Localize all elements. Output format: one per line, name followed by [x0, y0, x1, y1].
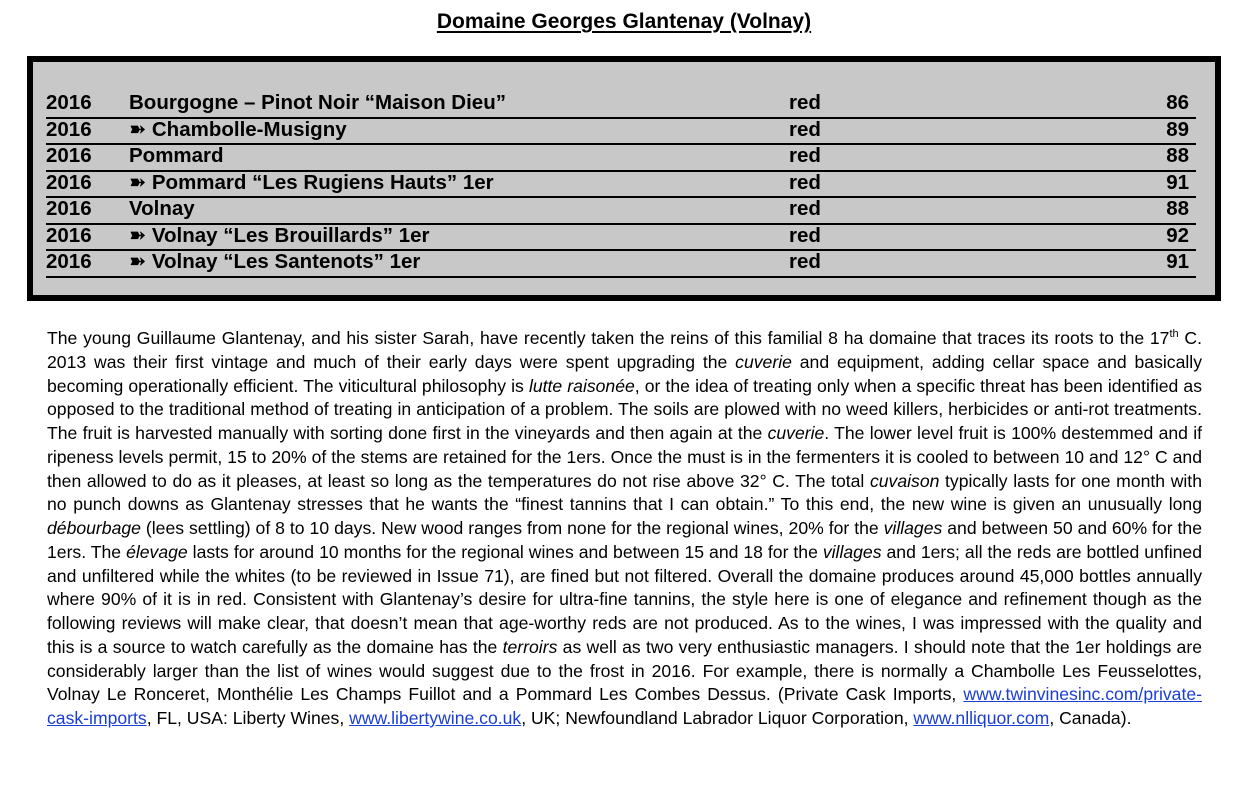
wine-row — [46, 117, 1196, 146]
libertywine-link[interactable]: www.libertywine.co.uk — [349, 708, 522, 728]
text-run: as well as two very enthusiastic managers. I should note that the 1er holdings are considerably larger than the list of wines would suggest due to the frost in 2016. For example, there is normally a Chambolle Les Feusselottes, Volnay Le Ronceret, Monthélie Les Champs Fuillot and a Pommard Les Combes Dessus. (Private Cask Imports, — [47, 636, 1202, 705]
wine-name: Pommard — [129, 144, 224, 167]
twinvines-link[interactable]: www.twinvinesinc.com/private-cask-imports — [47, 684, 1202, 728]
wine-color: red — [789, 170, 821, 194]
emphasis: terroirs — [502, 636, 558, 657]
text-run: . The lower level fruit is 100% destemmed and if ripeness levels permit, 15 to 20% of the stems are retained for the 1ers. Once the must is in the fermenters it is cooled to between 10 and 12° C and then allowed to do as it pleases, at least so long as the temperatures do not rise above 32° C. The total — [47, 423, 1203, 491]
wine-name: ➽ Pommard “Les Rugiens Hauts” 1er — [129, 170, 494, 194]
text-run: , FL, USA: Liberty Wines, — [146, 708, 350, 728]
wine-score: 88 — [1166, 144, 1189, 167]
wine-color: red — [789, 197, 821, 220]
wine-vintage: 2016 — [46, 91, 92, 114]
text-run: , Canada). — [1049, 708, 1132, 728]
wine-score: 91 — [1166, 170, 1189, 194]
wine-color: red — [789, 250, 821, 273]
wine-row — [46, 143, 1196, 172]
emphasis: cuvaison — [869, 470, 940, 491]
wine-vintage: 2016 — [46, 197, 92, 220]
emphasis: cuverie — [767, 423, 825, 443]
wine-name: Volnay — [129, 197, 195, 220]
wine-list-box — [27, 56, 1221, 301]
text-run: and 1ers; all the reds are bottled unfined and unfiltered while the whites (to be reviewed in Issue 71), are fined but not filtered. Overall the domaine produces around 45,000 bottles annually where 90% of it is in red. Consistent with Glantenay’s desire for ultra-fine tannins, the style here is one of elegance and refinement though as the following reviews will make clear, that doesn’t mean that age-worthy reds are not produced. As to the wines, I was impressed with the quality and this is a source to watch carefully as the domaine has the — [47, 541, 1203, 657]
emphasis: cuverie — [735, 351, 792, 372]
wine-score: 86 — [1166, 91, 1189, 114]
wine-color: red — [789, 223, 821, 247]
text-run: (lees settling) of 8 to 10 days. New wood ranges from none for the regional wines, 20% for the — [140, 518, 884, 538]
nlliquor-link[interactable]: www.nlliquor.com — [913, 708, 1050, 728]
wine-name: Bourgogne – Pinot Noir “Maison Dieu” — [129, 91, 506, 114]
wine-vintage: 2016 — [46, 223, 92, 247]
text-run: and between 50 and 60% for the 1ers. The — [47, 518, 1202, 562]
wine-score: 92 — [1166, 223, 1189, 247]
wine-name: ➽ Volnay “Les Brouillards” 1er — [129, 223, 430, 247]
wine-color: red — [789, 91, 821, 114]
superscript: th — [1169, 328, 1179, 341]
text-run: C. 2013 was their first vintage and much of their early days were spent upgrading the — [47, 328, 1203, 372]
domaine-description — [47, 327, 1202, 731]
wine-vintage: 2016 — [46, 117, 92, 141]
wine-row — [46, 196, 1196, 225]
text-run: , or the idea of treating only when a specific threat has been identified as opposed to the traditional method of treating in anticipation of a problem. The soils are plowed with no weed killers, herbicides or anti-rot treatments. The fruit is harvested manually with sorting done first in the vineyards and then again at the — [47, 375, 1202, 443]
page-title: Domaine Georges Glantenay (Volnay) — [436, 10, 812, 33]
text-run: lasts for around 10 months for the regional wines and between 15 and 18 for the — [187, 541, 823, 562]
wine-vintage: 2016 — [46, 170, 92, 194]
wine-score: 89 — [1166, 117, 1189, 141]
wine-name: ➽ Volnay “Les Santenots” 1er — [129, 250, 421, 273]
wine-color: red — [789, 117, 821, 141]
wine-vintage: 2016 — [46, 144, 92, 167]
emphasis: élevage — [126, 541, 188, 562]
emphasis: villages — [822, 541, 882, 562]
emphasis: lutte raisonée — [528, 375, 635, 396]
text-run: typically lasts for one month with no punch downs as Glantenay stresses that he wants the “finest tannins that I can obtain.” To this end, the new wine is given an unusually long — [47, 470, 1202, 515]
wine-row — [46, 90, 1196, 119]
wine-vintage: 2016 — [46, 250, 92, 273]
emphasis: villages — [883, 518, 943, 538]
wine-row — [46, 249, 1196, 278]
emphasis: débourbage — [47, 518, 141, 538]
wine-row — [46, 170, 1196, 199]
wine-score: 88 — [1166, 197, 1189, 220]
text-run: The young Guillaume Glantenay, and his sister Sarah, have recently taken the reins of this familial 8 ha domaine that traces its roots to the 17 — [47, 328, 1170, 348]
wine-name: ➽ Chambolle-Musigny — [129, 117, 347, 141]
wine-color: red — [789, 144, 821, 167]
wine-score: 91 — [1166, 250, 1189, 273]
wine-row — [46, 223, 1196, 252]
text-run: and equipment, adding cellar space and basically becoming operationally efficient. The viticultural philosophy is — [47, 351, 1202, 396]
text-run: , UK; Newfoundland Labrador Liquor Corporation, — [521, 708, 914, 728]
